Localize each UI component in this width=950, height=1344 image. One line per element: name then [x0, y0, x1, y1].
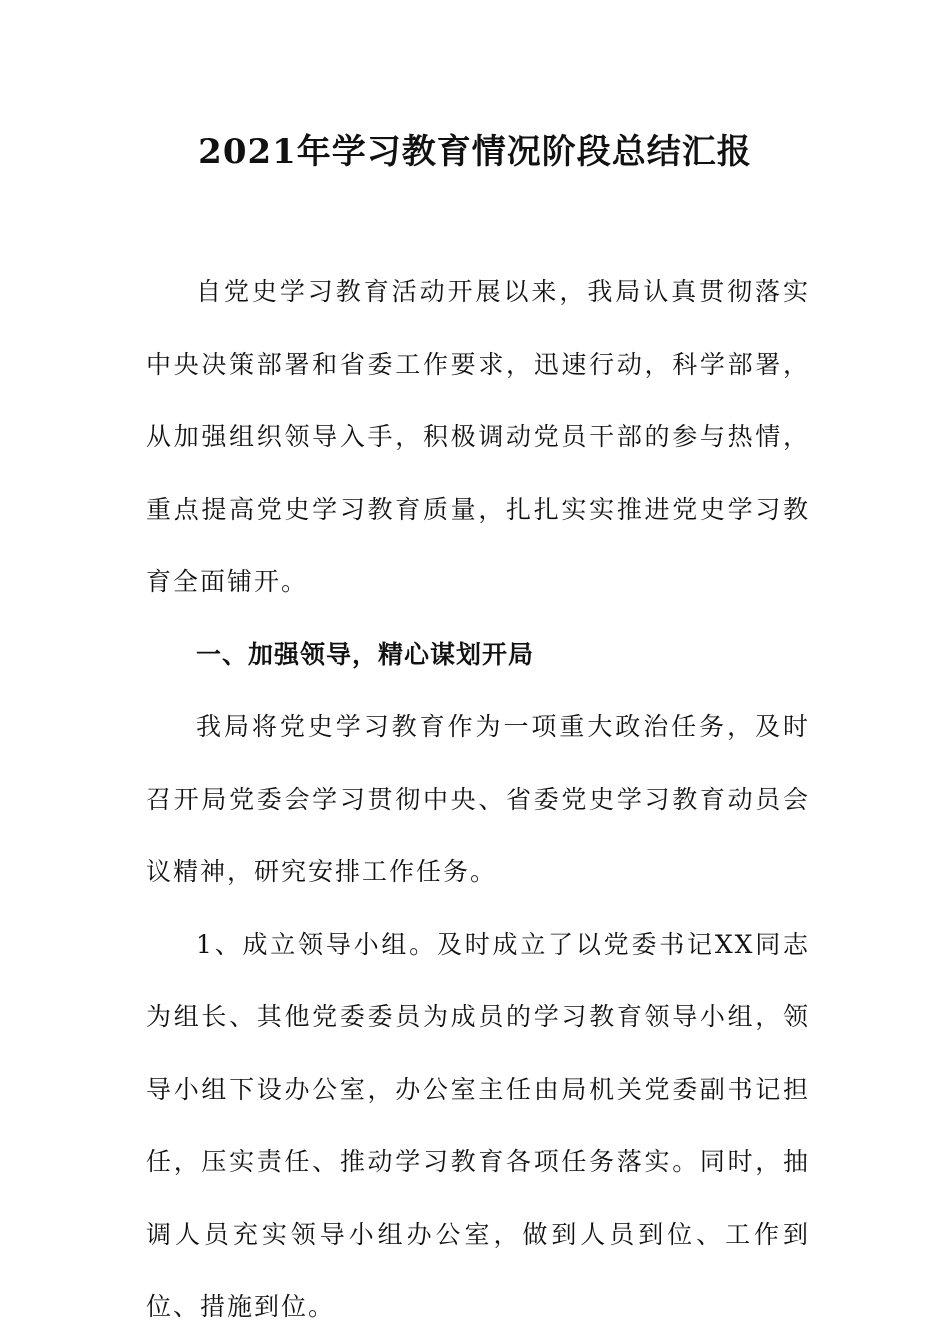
section-1-paragraph: 我局将党史学习教育作为一项重大政治任务，及时召开局党委会学习贯彻中央、省委党史学习教育动员会议精神，研究安排工作任务。 — [146, 712, 810, 886]
document-title: 2021年学习教育情况阶段总结汇报 — [198, 132, 752, 172]
section-heading-1: 一、加强领导，精心谋划开局 — [196, 639, 535, 669]
item-1-paragraph: 1、成立领导小组。及时成立了以党委书记XX同志为组长、其他党委委员为成员的学习教育领导小组，领导小组下设办公室，办公室主任由局机关党委副书记担任，压实责任、推动学习教育各项任务落实。同时，抽调人员充实领导小组办公室，做到人员到位、工作到位、措施到位。 — [146, 929, 810, 1321]
intro-paragraph: 自党史学习教育活动开展以来，我局认真贯彻落实中央决策部署和省委工作要求，迅速行动，科学部署，从加强组织领导入手，积极调动党员干部的参与热情，重点提高党史学习教育质量，扎扎实实推进党史学习教育全面铺开。 — [146, 277, 810, 596]
document-body — [146, 256, 810, 1344]
